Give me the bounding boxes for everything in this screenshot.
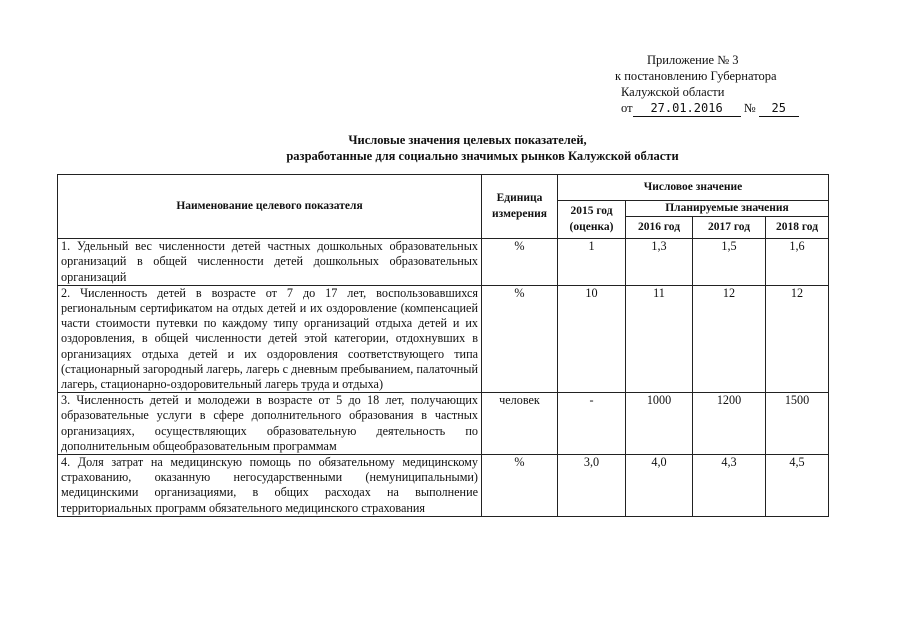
- value-2018: 4,5: [766, 455, 829, 517]
- value-2015: 1: [558, 239, 626, 286]
- header-numeric: Числовое значение: [558, 175, 829, 201]
- title-line-2: разработанные для социально значимых рынков Калужской области: [286, 149, 679, 163]
- appendix-number: Приложение № 3: [647, 53, 739, 67]
- resolution-date: 27.01.2016: [633, 100, 741, 117]
- number-label: №: [743, 101, 756, 115]
- from-label: от: [621, 101, 633, 115]
- header-unit: Единица измерения: [482, 175, 558, 239]
- indicator-name: 2. Численность детей в возрасте от 7 до 17 лет, воспользовавшихся региональным сертификатом на отдых детей и их оздоровление (компенсацией части стоимости путевки по каждому типу организаций отдыха детей и их оздоровления, в общей численности детей этой категории, отдохнувших в организациях отдыха детей и их оздоровления соответствующего типа (стационарный загородный лагерь, лагерь с дневным пребыванием, палаточный лагерь, стационарно-оздоровительный лагерь труда и отдыха): [58, 285, 482, 392]
- table-row: [58, 455, 829, 517]
- header-2015: 2015 год (оценка): [558, 201, 626, 239]
- indicator-name: 4. Доля затрат на медицинскую помощь по обязательному медицинскому страхованию, оказанную негосударственными (немуниципальными) медицинскими организациями, в общих расходах на выполнение территориальных программ обязательного медицинского страхования: [58, 455, 482, 517]
- title-line-1: Числовые значения целевых показателей,: [348, 133, 587, 147]
- value-2017: 12: [693, 285, 766, 392]
- indicators-table: [57, 174, 829, 517]
- appendix-region: Калужской области: [621, 85, 725, 99]
- resolution-number: 25: [759, 100, 799, 117]
- value-2016: 1000: [626, 393, 693, 455]
- value-2016: 4,0: [626, 455, 693, 517]
- document-title: [0, 132, 905, 164]
- indicator-unit: %: [482, 285, 558, 392]
- appendix-header: [615, 52, 799, 117]
- indicator-unit: %: [482, 239, 558, 286]
- value-2015: 3,0: [558, 455, 626, 517]
- indicator-name: 1. Удельный вес численности детей частных дошкольных образовательных организаций в общей численности детей дошкольных образовательных организаций: [58, 239, 482, 286]
- value-2017: 4,3: [693, 455, 766, 517]
- indicator-unit: %: [482, 455, 558, 517]
- header-2017: 2017 год: [693, 217, 766, 239]
- value-2016: 11: [626, 285, 693, 392]
- value-2018: 12: [766, 285, 829, 392]
- indicator-name: 3. Численность детей и молодежи в возрасте от 5 до 18 лет, получающих образовательные услуги в сфере дополнительного образования в частных организациях, осуществляющих образовательную деятельность по дополнительным общеобразовательным программам: [58, 393, 482, 455]
- value-2016: 1,3: [626, 239, 693, 286]
- table-row: [58, 239, 829, 286]
- table-row: [58, 393, 829, 455]
- header-2018: 2018 год: [766, 217, 829, 239]
- value-2017: 1200: [693, 393, 766, 455]
- table-row: [58, 285, 829, 392]
- value-2018: 1,6: [766, 239, 829, 286]
- header-name: Наименование целевого показателя: [58, 175, 482, 239]
- value-2015: 10: [558, 285, 626, 392]
- value-2015: -: [558, 393, 626, 455]
- header-2016: 2016 год: [626, 217, 693, 239]
- value-2017: 1,5: [693, 239, 766, 286]
- appendix-date-line: [615, 100, 799, 117]
- header-planned: Планируемые значения: [626, 201, 829, 217]
- appendix-resolution: к постановлению Губернатора: [615, 69, 777, 83]
- value-2018: 1500: [766, 393, 829, 455]
- indicator-unit: человек: [482, 393, 558, 455]
